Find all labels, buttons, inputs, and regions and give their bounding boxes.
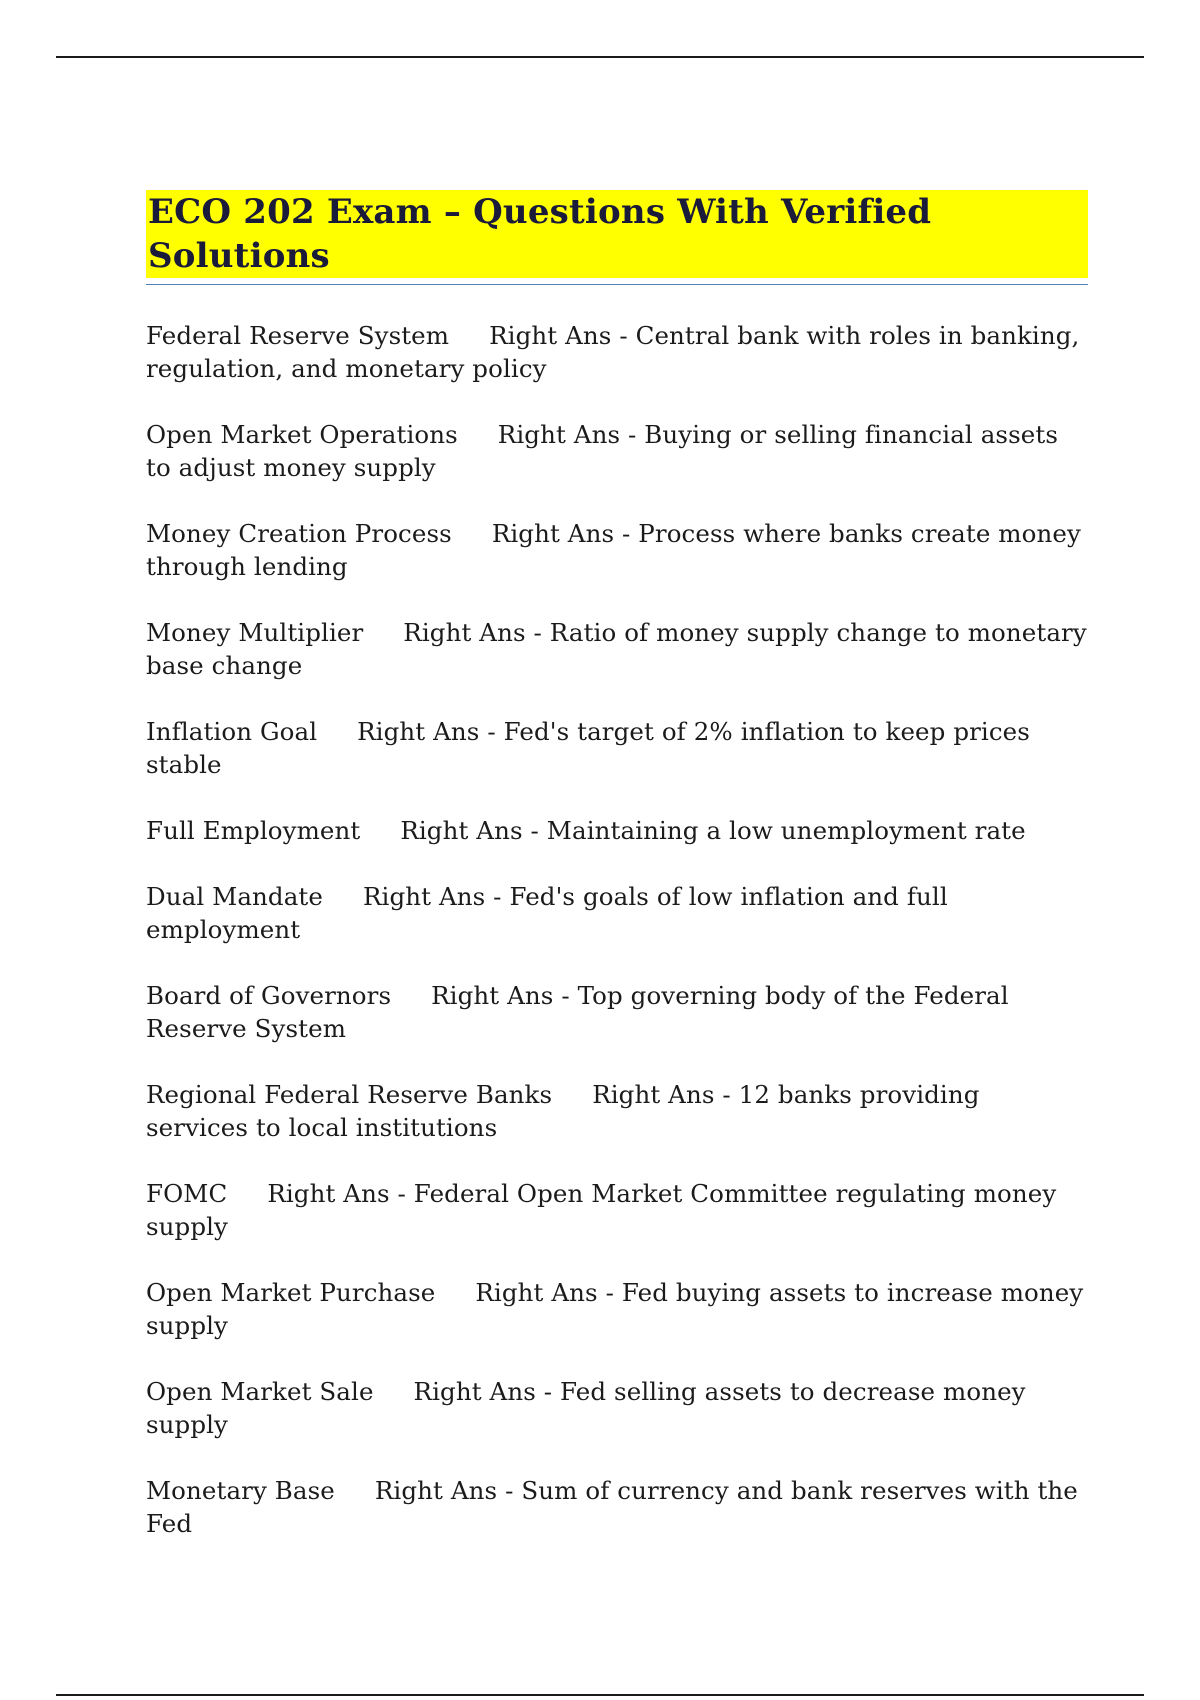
- qa-item: [146, 1078, 1088, 1144]
- document-title: ECO 202 Exam – Questions With Verified Solutions: [146, 190, 1088, 278]
- qa-item: [146, 616, 1088, 682]
- qa-item: [146, 517, 1088, 583]
- qa-item: [146, 814, 1088, 847]
- qa-term: Money Creation Process: [146, 519, 452, 548]
- qa-item: [146, 1177, 1088, 1243]
- qa-term: Dual Mandate: [146, 882, 323, 911]
- qa-term: Full Employment: [146, 816, 361, 845]
- qa-answer: Right Ans - Fed buying assets to increase money supply: [146, 1278, 1084, 1340]
- qa-term: FOMC: [146, 1179, 228, 1208]
- qa-item: [146, 418, 1088, 484]
- qa-item: [146, 979, 1088, 1045]
- qa-item: [146, 715, 1088, 781]
- qa-term: Open Market Sale: [146, 1377, 374, 1406]
- qa-term: Inflation Goal: [146, 717, 318, 746]
- qa-item: [146, 1276, 1088, 1342]
- qa-answer: Right Ans - Fed selling assets to decrease money supply: [146, 1377, 1026, 1439]
- qa-term: Open Market Operations: [146, 420, 458, 449]
- qa-answer: Right Ans - Sum of currency and bank reserves with the Fed: [146, 1476, 1078, 1538]
- qa-answer: Right Ans - Fed's goals of low inflation and full employment: [146, 882, 948, 944]
- qa-answer: Right Ans - Maintaining a low unemployment rate: [400, 816, 1026, 845]
- footer-rule: [56, 1694, 1144, 1696]
- qa-term: Regional Federal Reserve Banks: [146, 1080, 553, 1109]
- qa-item: [146, 1474, 1088, 1540]
- qa-answer: Right Ans - Central bank with roles in banking, regulation, and monetary policy: [146, 321, 1080, 383]
- header-rule: [56, 56, 1144, 58]
- qa-item: [146, 880, 1088, 946]
- qa-term: Money Multiplier: [146, 618, 364, 647]
- qa-answer: Right Ans - Ratio of money supply change to monetary base change: [146, 618, 1087, 680]
- qa-answer: Right Ans - Process where banks create money through lending: [146, 519, 1081, 581]
- title-block: [146, 190, 1088, 285]
- qa-answer: Right Ans - Federal Open Market Committee regulating money supply: [146, 1179, 1057, 1241]
- document-body: [146, 190, 1088, 1573]
- qa-term: Monetary Base: [146, 1476, 335, 1505]
- qa-term: Board of Governors: [146, 981, 392, 1010]
- qa-list: [146, 319, 1088, 1540]
- qa-term: Open Market Purchase: [146, 1278, 436, 1307]
- qa-answer: Right Ans - 12 banks providing services to local institutions: [146, 1080, 980, 1142]
- qa-item: [146, 1375, 1088, 1441]
- qa-answer: Right Ans - Buying or selling financial assets to adjust money supply: [146, 420, 1058, 482]
- qa-answer: Right Ans - Top governing body of the Federal Reserve System: [146, 981, 1009, 1043]
- qa-term: Federal Reserve System: [146, 321, 450, 350]
- qa-item: [146, 319, 1088, 385]
- qa-answer: Right Ans - Fed's target of 2% inflation to keep prices stable: [146, 717, 1030, 779]
